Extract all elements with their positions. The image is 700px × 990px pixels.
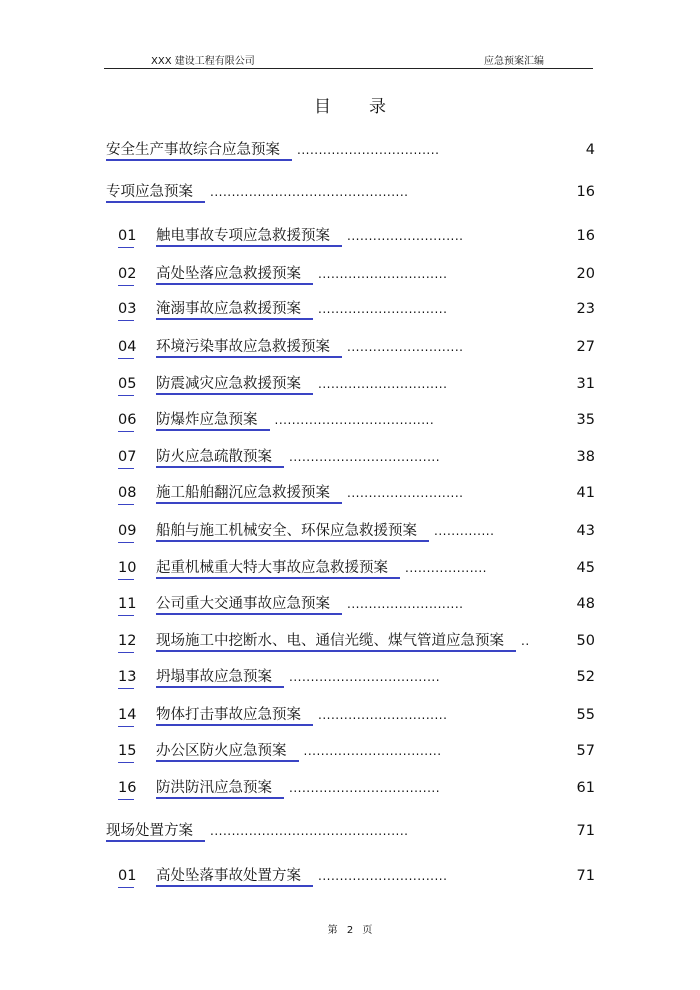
toc-entry-title[interactable]: 专项应急预案: [106, 184, 205, 203]
toc-entry-title[interactable]: 现场处置方案: [106, 823, 205, 842]
toc-page-number: 43: [576, 523, 595, 539]
toc-entry[interactable]: [118, 777, 595, 799]
toc-entry[interactable]: [118, 409, 595, 431]
footer-page-number: 2: [346, 925, 354, 936]
toc-entry-title[interactable]: 公司重大交通事故应急预案: [156, 596, 342, 615]
toc-leader-dots: ..............................: [318, 267, 448, 281]
toc-entry-number[interactable]: 08: [118, 482, 134, 505]
toc-page-number: 16: [576, 228, 595, 244]
toc-entry[interactable]: [106, 139, 595, 161]
toc-entry-number[interactable]: 13: [118, 666, 134, 689]
toc-leader-dots: .....................................: [274, 413, 435, 427]
page-header-right: 应急预案汇编: [484, 56, 544, 67]
toc-entry[interactable]: [118, 630, 595, 652]
toc-entry[interactable]: [118, 593, 595, 615]
toc-leader-dots: ...........................: [347, 486, 464, 500]
toc-leader-dots: ..............................................: [210, 824, 409, 838]
footer-prefix: 第: [327, 925, 338, 936]
toc-title: 目录: [314, 97, 424, 117]
toc-entry-number[interactable]: 04: [118, 336, 134, 359]
toc-page-number: 23: [576, 301, 595, 317]
toc-entry-title[interactable]: 淹溺事故应急救援预案: [156, 301, 313, 320]
toc-entry[interactable]: [118, 298, 595, 320]
toc-leader-dots: ................................: [303, 744, 442, 758]
toc-entry-title[interactable]: 防火应急疏散预案: [156, 449, 284, 468]
toc-entry-number[interactable]: 07: [118, 446, 134, 469]
toc-page-number: 27: [576, 339, 595, 355]
toc-entry-title[interactable]: 安全生产事故综合应急预案: [106, 142, 292, 161]
toc-page-number: 50: [576, 633, 595, 649]
toc-page-number: 4: [585, 142, 595, 158]
toc-entry-number[interactable]: 12: [118, 630, 134, 653]
toc-entry-number[interactable]: 09: [118, 520, 134, 543]
toc-leader-dots: ...........................: [347, 229, 464, 243]
toc-entry-title[interactable]: 坍塌事故应急预案: [156, 669, 284, 688]
toc-entry[interactable]: [118, 225, 595, 247]
toc-page-number: 61: [576, 780, 595, 796]
toc-leader-dots: ...................: [405, 561, 487, 575]
toc-entry-title[interactable]: 环境污染事故应急救援预案: [156, 339, 342, 358]
toc-page-number: 55: [576, 707, 595, 723]
toc-page-number: 31: [576, 376, 595, 392]
toc-entry[interactable]: [118, 373, 595, 395]
toc-leader-dots: ...................................: [289, 450, 441, 464]
toc-page-number: 35: [576, 412, 595, 428]
toc-entry-number[interactable]: 16: [118, 777, 134, 800]
toc-leader-dots: .................................: [297, 143, 440, 157]
toc-entry-title[interactable]: 物体打击事故应急预案: [156, 707, 313, 726]
toc-entry[interactable]: [106, 820, 595, 842]
toc-entry-title[interactable]: 现场施工中挖断水、电、通信光缆、煤气管道应急预案: [156, 633, 516, 652]
toc-entry-number[interactable]: 15: [118, 740, 134, 763]
toc-leader-dots: ...........................: [347, 597, 464, 611]
toc-entry-title[interactable]: 防震减灾应急救援预案: [156, 376, 313, 395]
toc-entry[interactable]: [118, 740, 595, 762]
toc-entry-number[interactable]: 05: [118, 373, 134, 396]
toc-leader-dots: ..............................: [318, 869, 448, 883]
toc-page-number: 71: [576, 868, 595, 884]
toc-entry-title[interactable]: 施工船舶翻沉应急救援预案: [156, 485, 342, 504]
toc-entry[interactable]: [118, 446, 595, 468]
toc-entry[interactable]: [118, 704, 595, 726]
toc-leader-dots: ..............................: [318, 708, 448, 722]
toc-page-number: 16: [576, 184, 595, 200]
toc-page-number: 48: [576, 596, 595, 612]
toc-page-number: 41: [576, 485, 595, 501]
toc-leader-dots: ..............................................: [210, 185, 409, 199]
toc-page-number: 20: [576, 266, 595, 282]
toc-entry-title[interactable]: 防洪防汛应急预案: [156, 780, 284, 799]
page-footer: [0, 921, 700, 936]
toc-entry-number[interactable]: 10: [118, 557, 134, 580]
toc-entry-number[interactable]: 06: [118, 409, 134, 432]
toc-entry[interactable]: [118, 865, 595, 887]
toc-entry[interactable]: [118, 520, 595, 542]
toc-entry-title[interactable]: 防爆炸应急预案: [156, 412, 270, 431]
toc-leader-dots: ..............................: [318, 302, 448, 316]
toc-leader-dots: ..............: [434, 524, 495, 538]
header-divider: [104, 68, 593, 69]
toc-entry-title[interactable]: 触电事故专项应急救援预案: [156, 228, 342, 247]
toc-entry[interactable]: [118, 263, 595, 285]
toc-page-number: 71: [576, 823, 595, 839]
toc-entry-number[interactable]: 02: [118, 263, 134, 286]
footer-suffix: 页: [362, 925, 373, 936]
toc-leader-dots: ..: [521, 634, 530, 648]
toc-leader-dots: ..............................: [318, 377, 448, 391]
toc-page-number: 52: [576, 669, 595, 685]
toc-entry-title[interactable]: 办公区防火应急预案: [156, 743, 299, 762]
toc-entry[interactable]: [106, 181, 595, 203]
toc-entry-number[interactable]: 11: [118, 593, 134, 616]
toc-entry[interactable]: [118, 482, 595, 504]
toc-leader-dots: ...................................: [289, 781, 441, 795]
toc-entry-title[interactable]: 起重机械重大特大事故应急救援预案: [156, 560, 400, 579]
toc-leader-dots: ...................................: [289, 670, 441, 684]
toc-entry-number[interactable]: 01: [118, 225, 134, 248]
toc-entry[interactable]: [118, 336, 595, 358]
toc-entry-number[interactable]: 14: [118, 704, 134, 727]
toc-page-number: 45: [576, 560, 595, 576]
toc-page-number: 57: [576, 743, 595, 759]
page-header-left: XXX 建设工程有限公司: [151, 56, 255, 67]
toc-entry-title[interactable]: 高处坠落应急救援预案: [156, 266, 313, 285]
toc-entry-number[interactable]: 01: [118, 865, 134, 888]
toc-entry-title[interactable]: 高处坠落事故处置方案: [156, 868, 313, 887]
toc-entry[interactable]: [118, 666, 595, 688]
toc-entry-number[interactable]: 03: [118, 298, 134, 321]
toc-page-number: 38: [576, 449, 595, 465]
toc-entry[interactable]: [118, 557, 595, 579]
toc-leader-dots: ...........................: [347, 340, 464, 354]
toc-entry-title[interactable]: 船舶与施工机械安全、环保应急救援预案: [156, 523, 429, 542]
